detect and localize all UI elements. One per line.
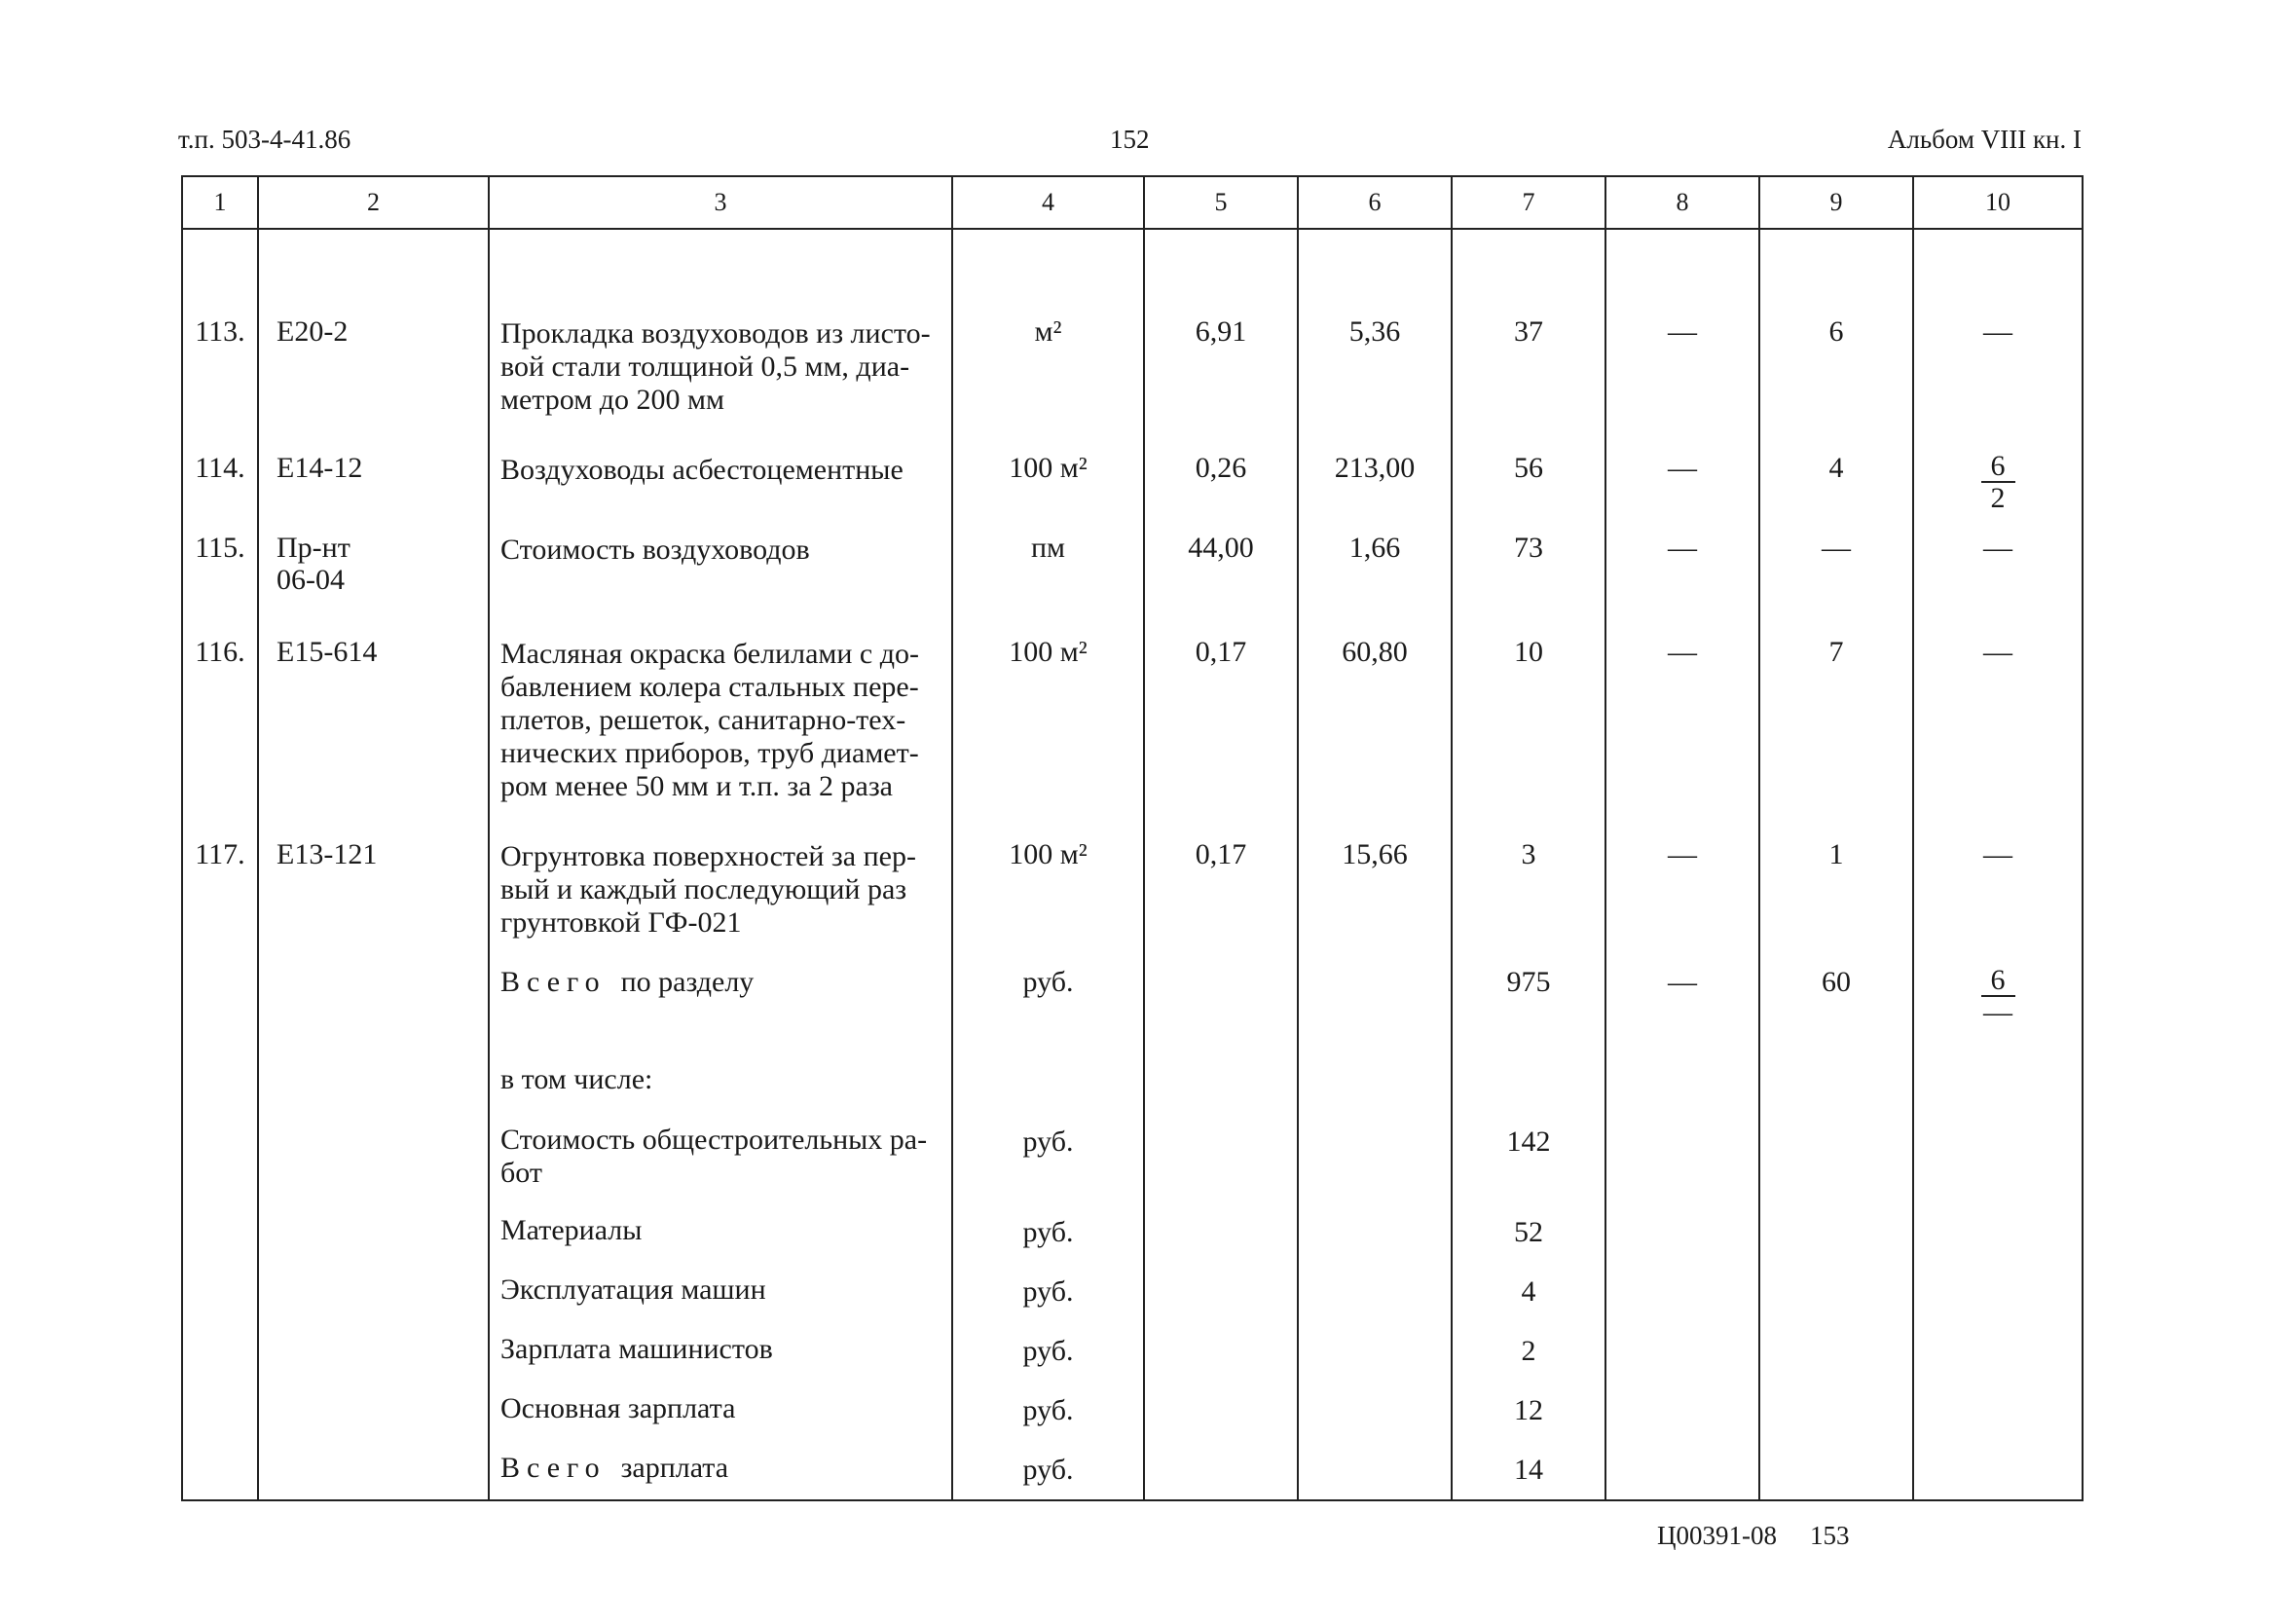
row-col8: — [1605,520,1759,624]
section-total-col9: 60 [1759,962,1913,1059]
row-col10: — [1913,624,2083,827]
section-total-col8: — [1605,962,1759,1059]
row-col8: — [1605,417,1759,520]
column-header: 1 [182,176,258,229]
column-header: 4 [952,176,1144,229]
breakdown-unit: руб. [952,1212,1144,1272]
breakdown-unit: руб. [952,1120,1144,1212]
row-col10: — [1913,520,2083,624]
row-col7: 37 [1452,229,1605,417]
breakdown-unit: руб. [952,1272,1144,1331]
breakdown-unit: руб. [952,1331,1144,1390]
section-total-col7: 975 [1452,962,1605,1059]
column-header: 6 [1298,176,1452,229]
breakdown-label: Стоимость общестроительных ра- бот [489,1120,952,1212]
row-code: Е13-121 [258,827,489,962]
row-col9: 1 [1759,827,1913,962]
column-header: 10 [1913,176,2083,229]
album-label: Альбом VIII кн. I [1887,125,2082,154]
section-total-label: Всего по разделу [489,962,952,1059]
breakdown-row [182,1272,2083,1331]
row-unit: 100 м² [952,417,1144,520]
row-description: Огрунтовка поверхностей за пер- вый и каждый последующий раз грунтовкой ГФ-021 [489,827,952,962]
row-number: 116. [182,624,258,827]
estimate-table [181,175,2084,1501]
wage-total-row [182,1450,2083,1500]
column-header: 8 [1605,176,1759,229]
row-col8: — [1605,624,1759,827]
wage-total-unit: руб. [952,1450,1144,1500]
row-code: Е20-2 [258,229,489,417]
row-col10 [1913,417,2083,520]
column-header: 3 [489,176,952,229]
row-description: Прокладка воздуховодов из листо- вой стали толщиной 0,5 мм, диа- метром до 200 мм [489,229,952,417]
row-description: Стоимость воздуховодов [489,520,952,624]
table-row [182,624,2083,827]
row-col6: 213,00 [1298,417,1452,520]
row-code: Е15-614 [258,624,489,827]
row-code: Пр-нт 06-04 [258,520,489,624]
row-col6: 5,36 [1298,229,1452,417]
section-total-row [182,962,2083,1059]
including-row [182,1059,2083,1120]
row-col5: 0,17 [1144,827,1298,962]
row-col9: 4 [1759,417,1913,520]
row-col6: 15,66 [1298,827,1452,962]
breakdown-label: Зарплата машинистов [489,1331,952,1390]
section-total-unit: руб. [952,962,1144,1059]
table-row [182,827,2083,962]
footer-code: Ц00391-08 [1657,1521,1777,1550]
breakdown-value: 142 [1452,1120,1605,1212]
fraction-value: $\frac{6}{2}$ [1981,452,2015,514]
breakdown-value: 2 [1452,1331,1605,1390]
row-col8: — [1605,827,1759,962]
row-col9: 7 [1759,624,1913,827]
breakdown-value: 52 [1452,1212,1605,1272]
row-col9: 6 [1759,229,1913,417]
document-code: т.п. 503-4-41.86 [178,125,351,154]
footer-sheet: 153 [1810,1521,1850,1550]
row-number: 113. [182,229,258,417]
row-col7: 56 [1452,417,1605,520]
wage-total-label: Всего зарплата [489,1450,952,1500]
breakdown-value: 4 [1452,1272,1605,1331]
breakdown-label: Основная зарплата [489,1390,952,1450]
row-col6: 1,66 [1298,520,1452,624]
row-col6: 60,80 [1298,624,1452,827]
breakdown-row [182,1331,2083,1390]
row-code: Е14-12 [258,417,489,520]
row-description: Воздуховоды асбестоцементные [489,417,952,520]
row-unit: пм [952,520,1144,624]
row-col10: — [1913,827,2083,962]
wage-total-value: 14 [1452,1450,1605,1500]
section-total-col10 [1913,962,2083,1059]
row-number: 115. [182,520,258,624]
column-header: 5 [1144,176,1298,229]
row-col7: 10 [1452,624,1605,827]
breakdown-row [182,1212,2083,1272]
row-number: 114. [182,417,258,520]
row-col5: 44,00 [1144,520,1298,624]
breakdown-unit: руб. [952,1390,1144,1450]
row-col5: 0,17 [1144,624,1298,827]
page-number: 152 [1110,125,1150,154]
column-header: 2 [258,176,489,229]
row-col7: 3 [1452,827,1605,962]
breakdown-row [182,1120,2083,1212]
row-col8: — [1605,229,1759,417]
row-col10: — [1913,229,2083,417]
table-row [182,229,2083,417]
column-header: 9 [1759,176,1913,229]
row-col9: — [1759,520,1913,624]
table-row [182,417,2083,520]
table-row [182,520,2083,624]
row-unit: 100 м² [952,827,1144,962]
breakdown-value: 12 [1452,1390,1605,1450]
including-label: в том числе: [489,1059,952,1120]
row-number: 117. [182,827,258,962]
footer-stamp [1657,1521,1883,1551]
fraction-value: $\frac{6}{—}$ [1981,966,2015,1028]
breakdown-label: Эксплуатация машин [489,1272,952,1331]
row-unit: 100 м² [952,624,1144,827]
row-col5: 6,91 [1144,229,1298,417]
row-col5: 0,26 [1144,417,1298,520]
breakdown-row [182,1390,2083,1450]
column-header: 7 [1452,176,1605,229]
row-description: Масляная окраска белилами с до- бавлением колера стальных пере- плетов, решеток, санитарно-тех- нических приборов, труб диамет- ром менее 50 мм и т.п. за 2 раза [489,624,952,827]
breakdown-label: Материалы [489,1212,952,1272]
column-number-row [182,176,2083,229]
row-col7: 73 [1452,520,1605,624]
row-unit: м² [952,229,1144,417]
